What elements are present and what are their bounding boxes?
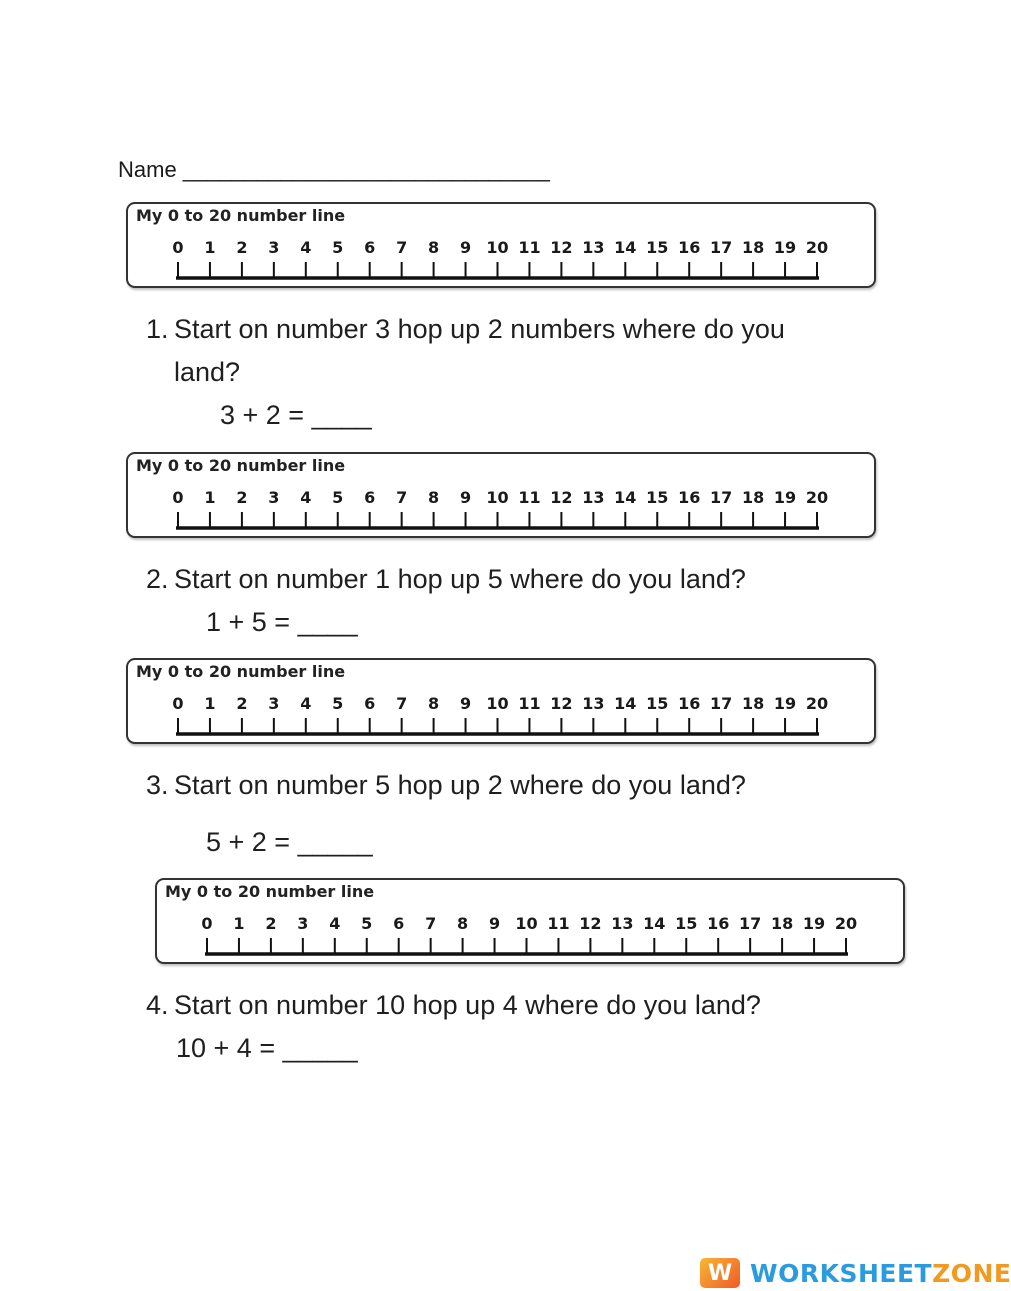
number-line-tick-label: 4 bbox=[329, 914, 341, 933]
number-line-tick-label: 12 bbox=[550, 238, 573, 257]
number-line-tick-label: 9 bbox=[488, 914, 501, 933]
number-line-tick-label: 12 bbox=[550, 488, 573, 507]
number-line-tick-label: 17 bbox=[710, 694, 733, 713]
number-line-tick-label: 4 bbox=[300, 488, 312, 507]
number-line-tick-label: 13 bbox=[611, 914, 634, 933]
number-line bbox=[155, 878, 905, 964]
number-line-tick-label: 20 bbox=[805, 488, 829, 507]
number-line-tick-label: 2 bbox=[236, 238, 248, 257]
question-3 bbox=[146, 764, 746, 807]
number-line-tick-label: 3 bbox=[297, 914, 309, 933]
number-line-tick-label: 14 bbox=[614, 488, 637, 507]
number-line-tick-label: 19 bbox=[773, 694, 797, 713]
number-line bbox=[126, 202, 876, 288]
number-line-ruler bbox=[128, 454, 878, 540]
question-text: Start on number 10 hop up 4 where do you land? bbox=[174, 990, 761, 1020]
number-line-tick-label: 5 bbox=[361, 914, 373, 933]
number-line-tick-label: 11 bbox=[518, 694, 541, 713]
number-line-tick-label: 19 bbox=[773, 238, 797, 257]
number-line-tick-label: 3 bbox=[268, 238, 280, 257]
number-line-tick-label: 9 bbox=[459, 238, 472, 257]
number-line-tick-label: 13 bbox=[582, 488, 605, 507]
number-line bbox=[126, 452, 876, 538]
number-line-tick-label: 8 bbox=[428, 488, 440, 507]
number-line-tick-label: 0 bbox=[172, 694, 184, 713]
number-line-tick-label: 16 bbox=[707, 914, 730, 933]
number-line-tick-label: 7 bbox=[396, 238, 408, 257]
number-line-tick-label: 18 bbox=[770, 914, 794, 933]
number-line-tick-label: 10 bbox=[486, 238, 509, 257]
number-line-tick-label: 1 bbox=[204, 488, 216, 507]
number-line-tick-label: 14 bbox=[643, 914, 666, 933]
number-line-tick-label: 13 bbox=[582, 238, 605, 257]
number-line-tick-label: 8 bbox=[428, 694, 440, 713]
question-text: Start on number 3 hop up 2 numbers where do you bbox=[174, 314, 785, 344]
number-line-tick-label: 19 bbox=[773, 488, 797, 507]
number-line-tick-label: 9 bbox=[459, 488, 472, 507]
question-1 bbox=[146, 308, 785, 394]
number-line-tick-label: 18 bbox=[741, 238, 765, 257]
number-line-tick-label: 17 bbox=[739, 914, 762, 933]
number-line-tick-label: 15 bbox=[675, 914, 698, 933]
number-line-title: My 0 to 20 number line bbox=[136, 456, 346, 475]
number-line-tick-label: 3 bbox=[268, 694, 280, 713]
number-line-tick-label: 8 bbox=[457, 914, 469, 933]
number-line-tick-label: 14 bbox=[614, 238, 637, 257]
number-line-tick-label: 14 bbox=[614, 694, 637, 713]
number-line-tick-label: 6 bbox=[364, 488, 376, 507]
number-line bbox=[126, 658, 876, 744]
number-line-tick-label: 15 bbox=[646, 488, 669, 507]
question-text-cont: land? bbox=[174, 357, 241, 387]
question-number: 1. bbox=[146, 314, 169, 344]
number-line-tick-label: 11 bbox=[518, 488, 541, 507]
equation-4: 10 + 4 = _____ bbox=[176, 1033, 358, 1063]
number-line-tick-label: 0 bbox=[201, 914, 213, 933]
number-line-title: My 0 to 20 number line bbox=[136, 206, 346, 225]
number-line-tick-label: 11 bbox=[518, 238, 541, 257]
question-text: Start on number 1 hop up 5 where do you land? bbox=[174, 564, 746, 594]
question-4 bbox=[146, 984, 761, 1027]
question-text: Start on number 5 hop up 2 where do you land? bbox=[174, 770, 746, 800]
number-line-tick-label: 11 bbox=[547, 914, 570, 933]
number-line-tick-label: 8 bbox=[428, 238, 440, 257]
worksheetzone-watermark bbox=[700, 1256, 1011, 1290]
number-line-tick-label: 10 bbox=[515, 914, 538, 933]
equation-1: 3 + 2 = ____ bbox=[220, 400, 372, 430]
number-line-tick-label: 6 bbox=[393, 914, 405, 933]
number-line-tick-label: 7 bbox=[396, 694, 408, 713]
number-line-tick-label: 7 bbox=[396, 488, 408, 507]
question-number: 4. bbox=[146, 990, 169, 1020]
question-2 bbox=[146, 558, 746, 601]
number-line-tick-label: 1 bbox=[233, 914, 245, 933]
number-line-tick-label: 5 bbox=[332, 694, 344, 713]
number-line-ruler bbox=[128, 660, 878, 746]
number-line-tick-label: 0 bbox=[172, 238, 184, 257]
name-field: Name ______________________________ bbox=[118, 157, 550, 182]
number-line-tick-label: 2 bbox=[236, 488, 248, 507]
number-line-ruler bbox=[128, 204, 878, 290]
question-number: 3. bbox=[146, 770, 169, 800]
equation-2: 1 + 5 = ____ bbox=[206, 607, 358, 637]
worksheetzone-logo-icon: W bbox=[700, 1258, 740, 1288]
number-line-tick-label: 20 bbox=[805, 238, 829, 257]
number-line-tick-label: 18 bbox=[741, 694, 765, 713]
number-line-tick-label: 7 bbox=[425, 914, 437, 933]
number-line-title: My 0 to 20 number line bbox=[165, 882, 375, 901]
number-line-tick-label: 12 bbox=[550, 694, 573, 713]
number-line-tick-label: 6 bbox=[364, 238, 376, 257]
number-line-tick-label: 17 bbox=[710, 488, 733, 507]
number-line-tick-label: 9 bbox=[459, 694, 472, 713]
number-line-tick-label: 17 bbox=[710, 238, 733, 257]
number-line-tick-label: 6 bbox=[364, 694, 376, 713]
number-line-tick-label: 20 bbox=[805, 694, 829, 713]
number-line-tick-label: 19 bbox=[802, 914, 826, 933]
number-line-tick-label: 3 bbox=[268, 488, 280, 507]
number-line-tick-label: 4 bbox=[300, 238, 312, 257]
number-line-tick-label: 18 bbox=[741, 488, 765, 507]
worksheetzone-wordmark: WORKSHEETZONE bbox=[750, 1258, 1011, 1288]
number-line-tick-label: 10 bbox=[486, 694, 509, 713]
number-line-tick-label: 15 bbox=[646, 238, 669, 257]
number-line-tick-label: 1 bbox=[204, 694, 216, 713]
number-line-tick-label: 16 bbox=[678, 694, 701, 713]
equation-3: 5 + 2 = _____ bbox=[206, 827, 373, 857]
number-line-tick-label: 16 bbox=[678, 488, 701, 507]
number-line-tick-label: 0 bbox=[172, 488, 184, 507]
number-line-tick-label: 16 bbox=[678, 238, 701, 257]
number-line-tick-label: 5 bbox=[332, 238, 344, 257]
number-line-tick-label: 20 bbox=[834, 914, 858, 933]
number-line-tick-label: 13 bbox=[582, 694, 605, 713]
number-line-tick-label: 2 bbox=[236, 694, 248, 713]
number-line-tick-label: 5 bbox=[332, 488, 344, 507]
number-line-tick-label: 4 bbox=[300, 694, 312, 713]
number-line-tick-label: 1 bbox=[204, 238, 216, 257]
number-line-tick-label: 2 bbox=[265, 914, 277, 933]
number-line-ruler bbox=[157, 880, 907, 966]
number-line-title: My 0 to 20 number line bbox=[136, 662, 346, 681]
number-line-tick-label: 12 bbox=[579, 914, 602, 933]
number-line-tick-label: 10 bbox=[486, 488, 509, 507]
question-number: 2. bbox=[146, 564, 169, 594]
number-line-tick-label: 15 bbox=[646, 694, 669, 713]
